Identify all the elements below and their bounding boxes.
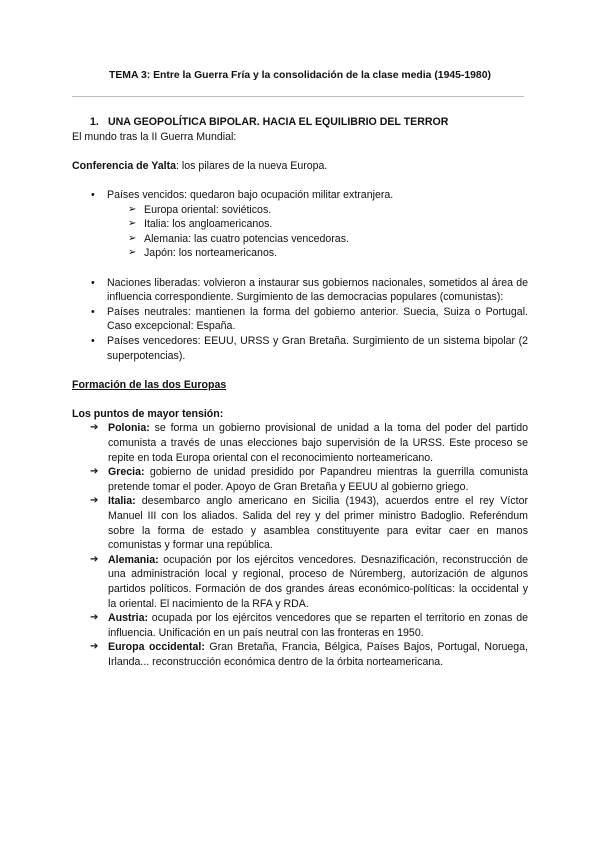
- tension-label: Grecia:: [108, 466, 145, 479]
- tension-label: Alemania:: [108, 553, 159, 566]
- countries-list: [72, 276, 528, 364]
- vencidos-list: [72, 188, 528, 203]
- tension-label: Polonia:: [108, 422, 150, 435]
- formacion-heading: Formación de las dos Europas: [72, 378, 227, 391]
- tension-text: ocupada por los ejércitos vencedores que se reparten el territorio en zonas de influencia. Unificación en un país neutral con las fronteras en 1950.: [108, 612, 528, 639]
- tension-label: Italia:: [108, 495, 136, 508]
- tension-label: Austria:: [108, 612, 149, 625]
- list-item: [72, 553, 528, 611]
- document-title: TEMA 3: Entre la Guerra Fría y la consolidación de la clase media (1945-1980): [109, 70, 491, 81]
- list-item: [72, 465, 528, 494]
- yalta-text: : los pilares de la nueva Europa.: [176, 159, 328, 172]
- tension-text: se forma un gobierno provisional de unidad a la toma del poder del partido comunista a través de unas elecciones bajo supervisión de la URSS. Este proceso se repite en toda Europa oriental con el reconocimiento norteamericano.: [108, 422, 528, 464]
- sub-list-item: ➢ Alemania: las cuatro potencias vencedoras.: [72, 232, 528, 247]
- section-intro: El mundo tras la II Guerra Mundial:: [72, 130, 237, 143]
- yalta-label: Conferencia de Yalta: [72, 159, 177, 172]
- tension-text: Gran Bretaña, Francia, Bélgica, Países Bajos, Portugal, Noruega, Irlanda... reconstrucción económica dentro de la órbita norteamericana.: [108, 641, 528, 668]
- list-item: [72, 188, 528, 203]
- title-divider: [72, 96, 524, 97]
- tension-list: [72, 421, 528, 669]
- yalta-line: [72, 159, 528, 174]
- tension-text: desembarco anglo americano en Sicilia (1943), acuerdos entre el rey Víctor Manuel III con los aliados. Salida del rey y del primer ministro Badoglio. Referéndum sobre la forma de estado y asamblea constituyente para evitar caer en manos comunistas y formar una república.: [108, 495, 528, 552]
- tension-label: Europa occidental:: [108, 641, 205, 654]
- list-item: • Países vencedores: EEUU, URSS y Gran Bretaña. Surgimiento de un sistema bipolar (2 superpotencias).: [72, 334, 528, 363]
- section-heading-text: UNA GEOPOLÍTICA BIPOLAR. HACIA EL EQUILIBRIO DEL TERROR: [108, 116, 449, 128]
- vencidos-sublist: [72, 203, 528, 261]
- list-item: [72, 611, 528, 640]
- sub-list-item: ➢ Italia: los angloamericanos.: [72, 217, 528, 232]
- sub-list-item: ➢ Japón: los norteamericanos.: [72, 246, 528, 261]
- document-body: [72, 115, 528, 670]
- sub-list-item: ➢ Europa oriental: soviéticos.: [72, 203, 528, 218]
- tension-text: ocupación por los ejércitos vencedores. Desnazificación, reconstrucción de una administración local y regional, proceso de Núremberg, autorización de algunos partidos políticos. Formación de dos grandes áreas económico-políticas: la occidental y la oriental. El nacimiento de la RFA y RDA.: [108, 553, 528, 610]
- list-item: [72, 494, 528, 552]
- list-item: [72, 640, 528, 669]
- section-heading: [90, 115, 528, 130]
- list-item: • Países neutrales: mantienen la forma del gobierno anterior. Suecia, Suiza o Portugal. Caso excepcional: España.: [72, 305, 528, 334]
- tension-text: gobierno de unidad presidido por Papandreu mientras la guerrilla comunista pretende tomar el poder. Apoyo de Gran Bretaña y EEUU al gobierno griego.: [108, 466, 528, 493]
- vencidos-text: Países vencidos: quedaron bajo ocupación militar extranjera.: [107, 188, 394, 201]
- list-item: • Naciones liberadas: volvieron a instaurar sus gobiernos nacionales, sometidos al área de influencia correspondiente. Surgimiento de las democracias populares (comunistas):: [72, 276, 528, 305]
- section-number: 1.: [90, 116, 99, 128]
- tension-heading: Los puntos de mayor tensión:: [72, 407, 224, 420]
- list-item: [72, 421, 528, 465]
